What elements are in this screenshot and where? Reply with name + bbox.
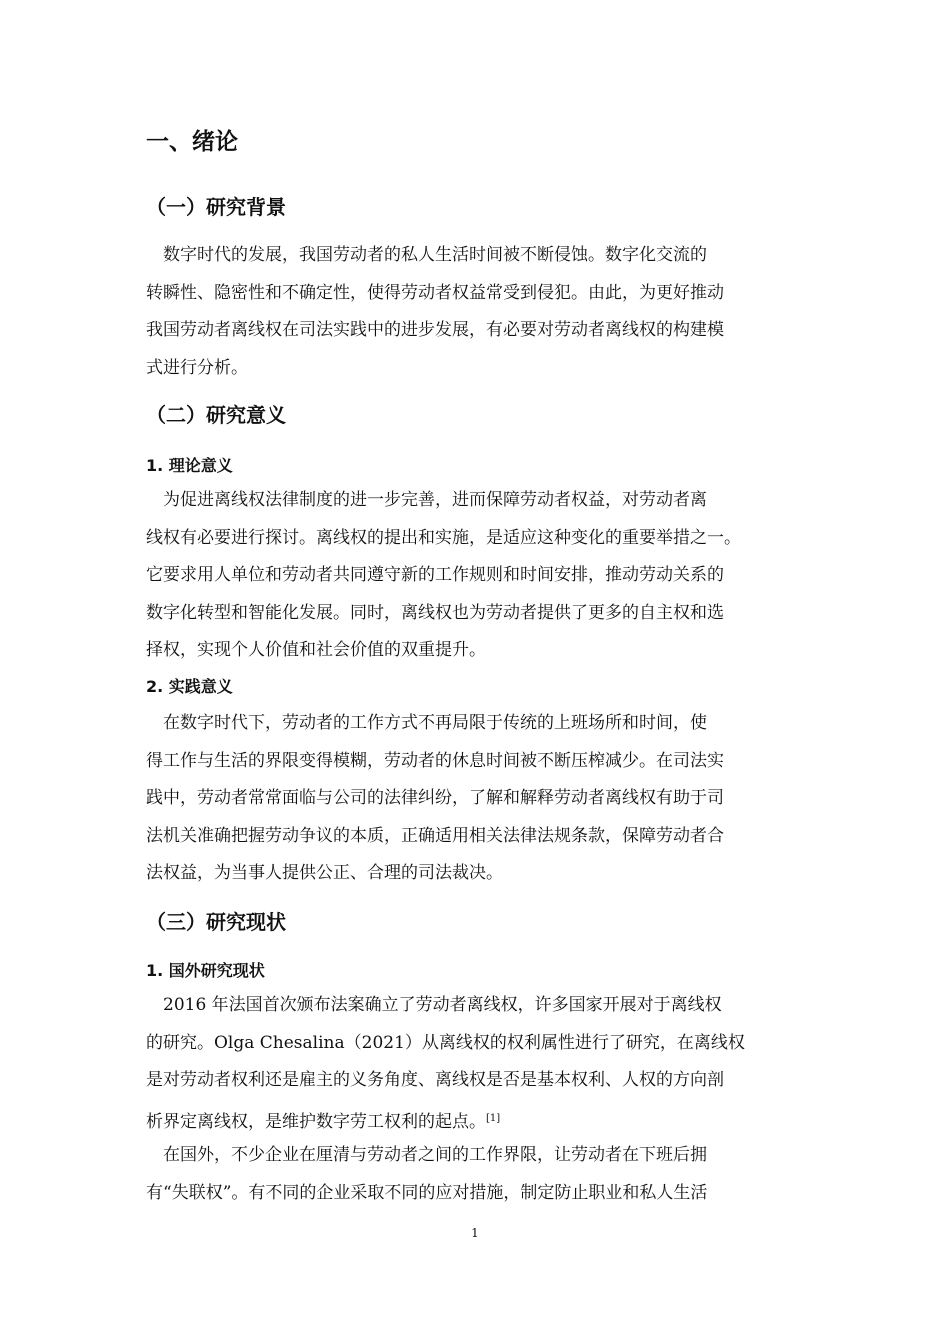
text-line: 式进行分析。 [146, 357, 248, 378]
citation-reference[interactable]: [1] [486, 1112, 501, 1124]
text-line: 数字化转型和智能化发展。同时，离线权也为劳动者提供了更多的自主权和选 [146, 602, 724, 623]
subsection-heading-theory: 1. 理论意义 [146, 456, 233, 475]
paragraph-theory [146, 482, 826, 670]
paragraph-practice [146, 705, 826, 893]
text-segment: 析界定离线权，是维护数字劳工权利的起点。 [146, 1111, 486, 1132]
text-line: 2016 年法国首次颁布法案确立了劳动者离线权，许多国家开展对于离线权 [146, 995, 722, 1015]
subsection-heading-foreign-research: 1. 国外研究现状 [146, 961, 265, 980]
text-line: 的研究。Olga Chesalina（2021）从离线权的权利属性进行了研究，在离线权 [146, 1032, 745, 1053]
text-line-with-citation [146, 1100, 826, 1138]
text-line: 为促进离线权法律制度的进一步完善，进而保障劳动者权益，对劳动者离 [146, 490, 707, 510]
text-line: 转瞬性、隐密性和不确定性，使得劳动者权益常受到侵犯。由此，为更好推动 [146, 282, 724, 303]
text-line: 法权益，为当事人提供公正、合理的司法裁决。 [146, 863, 503, 883]
text-line: 我国劳动者离线权在司法实践中的进步发展，有必要对劳动者离线权的构建模 [146, 320, 724, 340]
text-line: 有“失联权”。有不同的企业采取不同的应对措施，制定防止职业和私人生活 [146, 1182, 708, 1203]
subsection-heading-practice: 2. 实践意义 [146, 677, 233, 696]
text-line: 在国外，不少企业在厘清与劳动者之间的工作界限，让劳动者在下班后拥 [146, 1145, 707, 1165]
text-line: 得工作与生活的界限变得模糊，劳动者的休息时间被不断压榨减少。在司法实 [146, 750, 724, 771]
chapter-title: 一、绪论 [146, 129, 238, 155]
section-heading-background: （一）研究背景 [146, 195, 286, 219]
text-line: 数字时代的发展，我国劳动者的私人生活时间被不断侵蚀。数字化交流的 [146, 245, 707, 265]
text-line: 在数字时代下，劳动者的工作方式不再局限于传统的上班场所和时间，使 [146, 713, 707, 733]
page-number: 1 [471, 1226, 479, 1240]
text-line: 是对劳动者权利还是雇主的义务角度、离线权是否是基本权利、人权的方向剖 [146, 1070, 724, 1090]
text-line: 法机关准确把握劳动争议的本质，正确适用相关法律法规条款，保障劳动者合 [146, 825, 724, 846]
text-line: 践中，劳动者常常面临与公司的法律纠纷，了解和解释劳动者离线权有助于司 [146, 788, 724, 808]
text-line: 线权有必要进行探讨。离线权的提出和实施，是适应这种变化的重要举措之一。 [146, 527, 741, 548]
section-heading-significance: （二）研究意义 [146, 403, 286, 427]
text-line: 择权，实现个人价值和社会价值的双重提升。 [146, 640, 486, 660]
paragraph-background [146, 237, 826, 387]
paragraph-foreign-research [146, 987, 826, 1212]
section-heading-status: （三）研究现状 [146, 910, 286, 934]
text-line: 它要求用人单位和劳动者共同遵守新的工作规则和时间安排，推动劳动关系的 [146, 565, 724, 585]
